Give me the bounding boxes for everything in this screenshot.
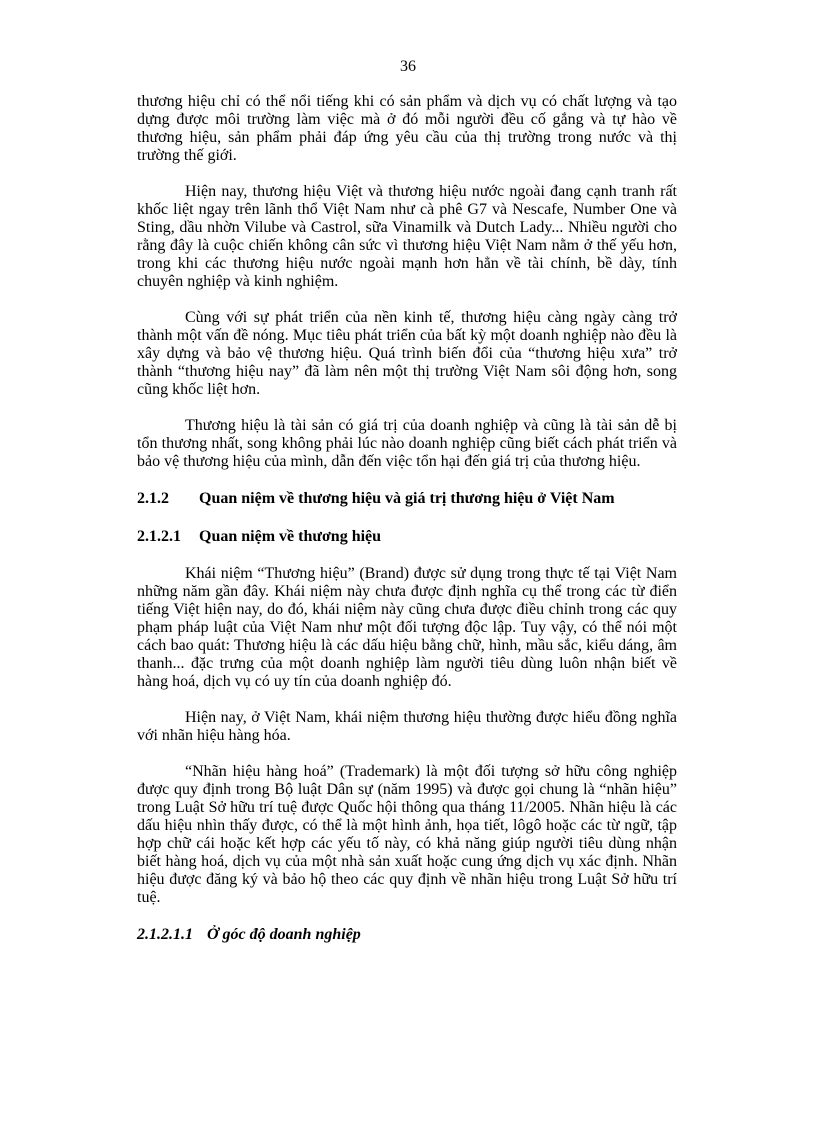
page-number: 36	[400, 58, 416, 75]
paragraph-trademark-definition: “Nhãn hiệu hàng hoá” (Trademark) là một đối tượng sở hữu công nghiệp được quy định trong Bộ luật Dân sự (năm 1995) và được gọi chung là “nhãn hiệu” trong Luật Sở hữu trí tuệ được Quốc hội thông qua tháng 11/2005. Nhãn hiệu là các dấu hiệu nhìn thấy được, có thể là một hình ảnh, họa tiết, lôgô hoặc các từ ngữ, tập hợp chữ cái hoặc kết hợp các yếu tố này, có khả năng giúp người tiêu dùng nhận biết hàng hoá, dịch vụ của một nhà sản xuất hoặc cung ứng dịch vụ xác định. Nhãn hiệu được đăng ký và bảo hộ theo các quy định về nhãn hiệu trong Luật Sở hữu trí tuệ.	[137, 763, 677, 906]
paragraph-intro-continuation: thương hiệu chỉ có thể nổi tiếng khi có sản phẩm và dịch vụ có chất lượng và tạo dựng được môi trường làm việc mà ở đó mỗi người đều cố gắng và tự hào về thương hiệu, sản phẩm phải đáp ứng yêu cầu của thị trường trong nước và thị trường thế giới.	[137, 93, 677, 164]
section-heading-2-1-2	[137, 489, 677, 509]
section-number: 2.1.2.1	[137, 528, 181, 545]
paragraph-brand-concept: Khái niệm “Thương hiệu” (Brand) được sử dụng trong thực tế tại Việt Nam những năm gần đây. Khái niệm này chưa được định nghĩa cụ thể trong các từ điển tiếng Việt hiện nay, do đó, khái niệm này cũng chưa được điều chỉnh trong các quy phạm pháp luật của Việt Nam như một đối tượng độc lập. Tuy vậy, có thể nói một cách bao quát: Thương hiệu là các dấu hiệu bằng chữ, hình, mầu sắc, kiểu dáng, âm thanh... đặc trưng của một doanh nghiệp làm người tiêu dùng luôn nhận biết về hàng hoá, dịch vụ có uy tín của doanh nghiệp đó.	[137, 565, 677, 690]
paragraph-brand-asset: Thương hiệu là tài sản có giá trị của doanh nghiệp và cũng là tài sản dễ bị tổn thương nhất, song không phải lúc nào doanh nghiệp cũng biết cách phát triển và bảo vệ thương hiệu của mình, dẫn đến việc tổn hại đến giá trị của thương hiệu.	[137, 417, 677, 470]
paragraph-brand-synonym: Hiện nay, ở Việt Nam, khái niệm thương hiệu thường được hiểu đồng nghĩa với nhãn hiệu hàng hóa.	[137, 709, 677, 744]
section-heading-2-1-2-1-1	[137, 925, 677, 945]
section-number: 2.1.2	[137, 490, 169, 507]
paragraph-brand-competition: Hiện nay, thương hiệu Việt và thương hiệu nước ngoài đang cạnh tranh rất khốc liệt ngay trên lãnh thổ Việt Nam như cà phê G7 và Nescafe, Number One và Sting, dầu nhờn Vilube và Castrol, sữa Vinamilk và Dutch Lady... Nhiều người cho rằng đây là cuộc chiến không cân sức vì thương hiệu Việt Nam nằm ở thế yếu hơn, trong khi các thương hiệu nước ngoài mạnh hơn hẳn về tài chính, bề dày, tính chuyên nghiệp và kinh nghiệm.	[137, 183, 677, 290]
section-title: Quan niệm về thương hiệu và giá trị thương hiệu ở Việt Nam	[199, 490, 615, 507]
section-title: Quan niệm về thương hiệu	[199, 528, 382, 545]
paragraph-economic-development: Cùng với sự phát triển của nền kinh tế, thương hiệu càng ngày càng trở thành một vấn đề nóng. Mục tiêu phát triển của bất kỳ một doanh nghiệp nào đều là xây dựng và bảo vệ thương hiệu. Quá trình biến đổi của “thương hiệu xưa” trở thành “thương hiệu nay” đã làm nên một thị trường Việt Nam sôi động hơn, song cũng khốc liệt hơn.	[137, 309, 677, 398]
section-title: Ở góc độ doanh nghiệp	[207, 926, 361, 943]
section-heading-2-1-2-1	[137, 527, 677, 547]
page-body	[137, 93, 677, 963]
section-number: 2.1.2.1.1	[137, 926, 193, 943]
